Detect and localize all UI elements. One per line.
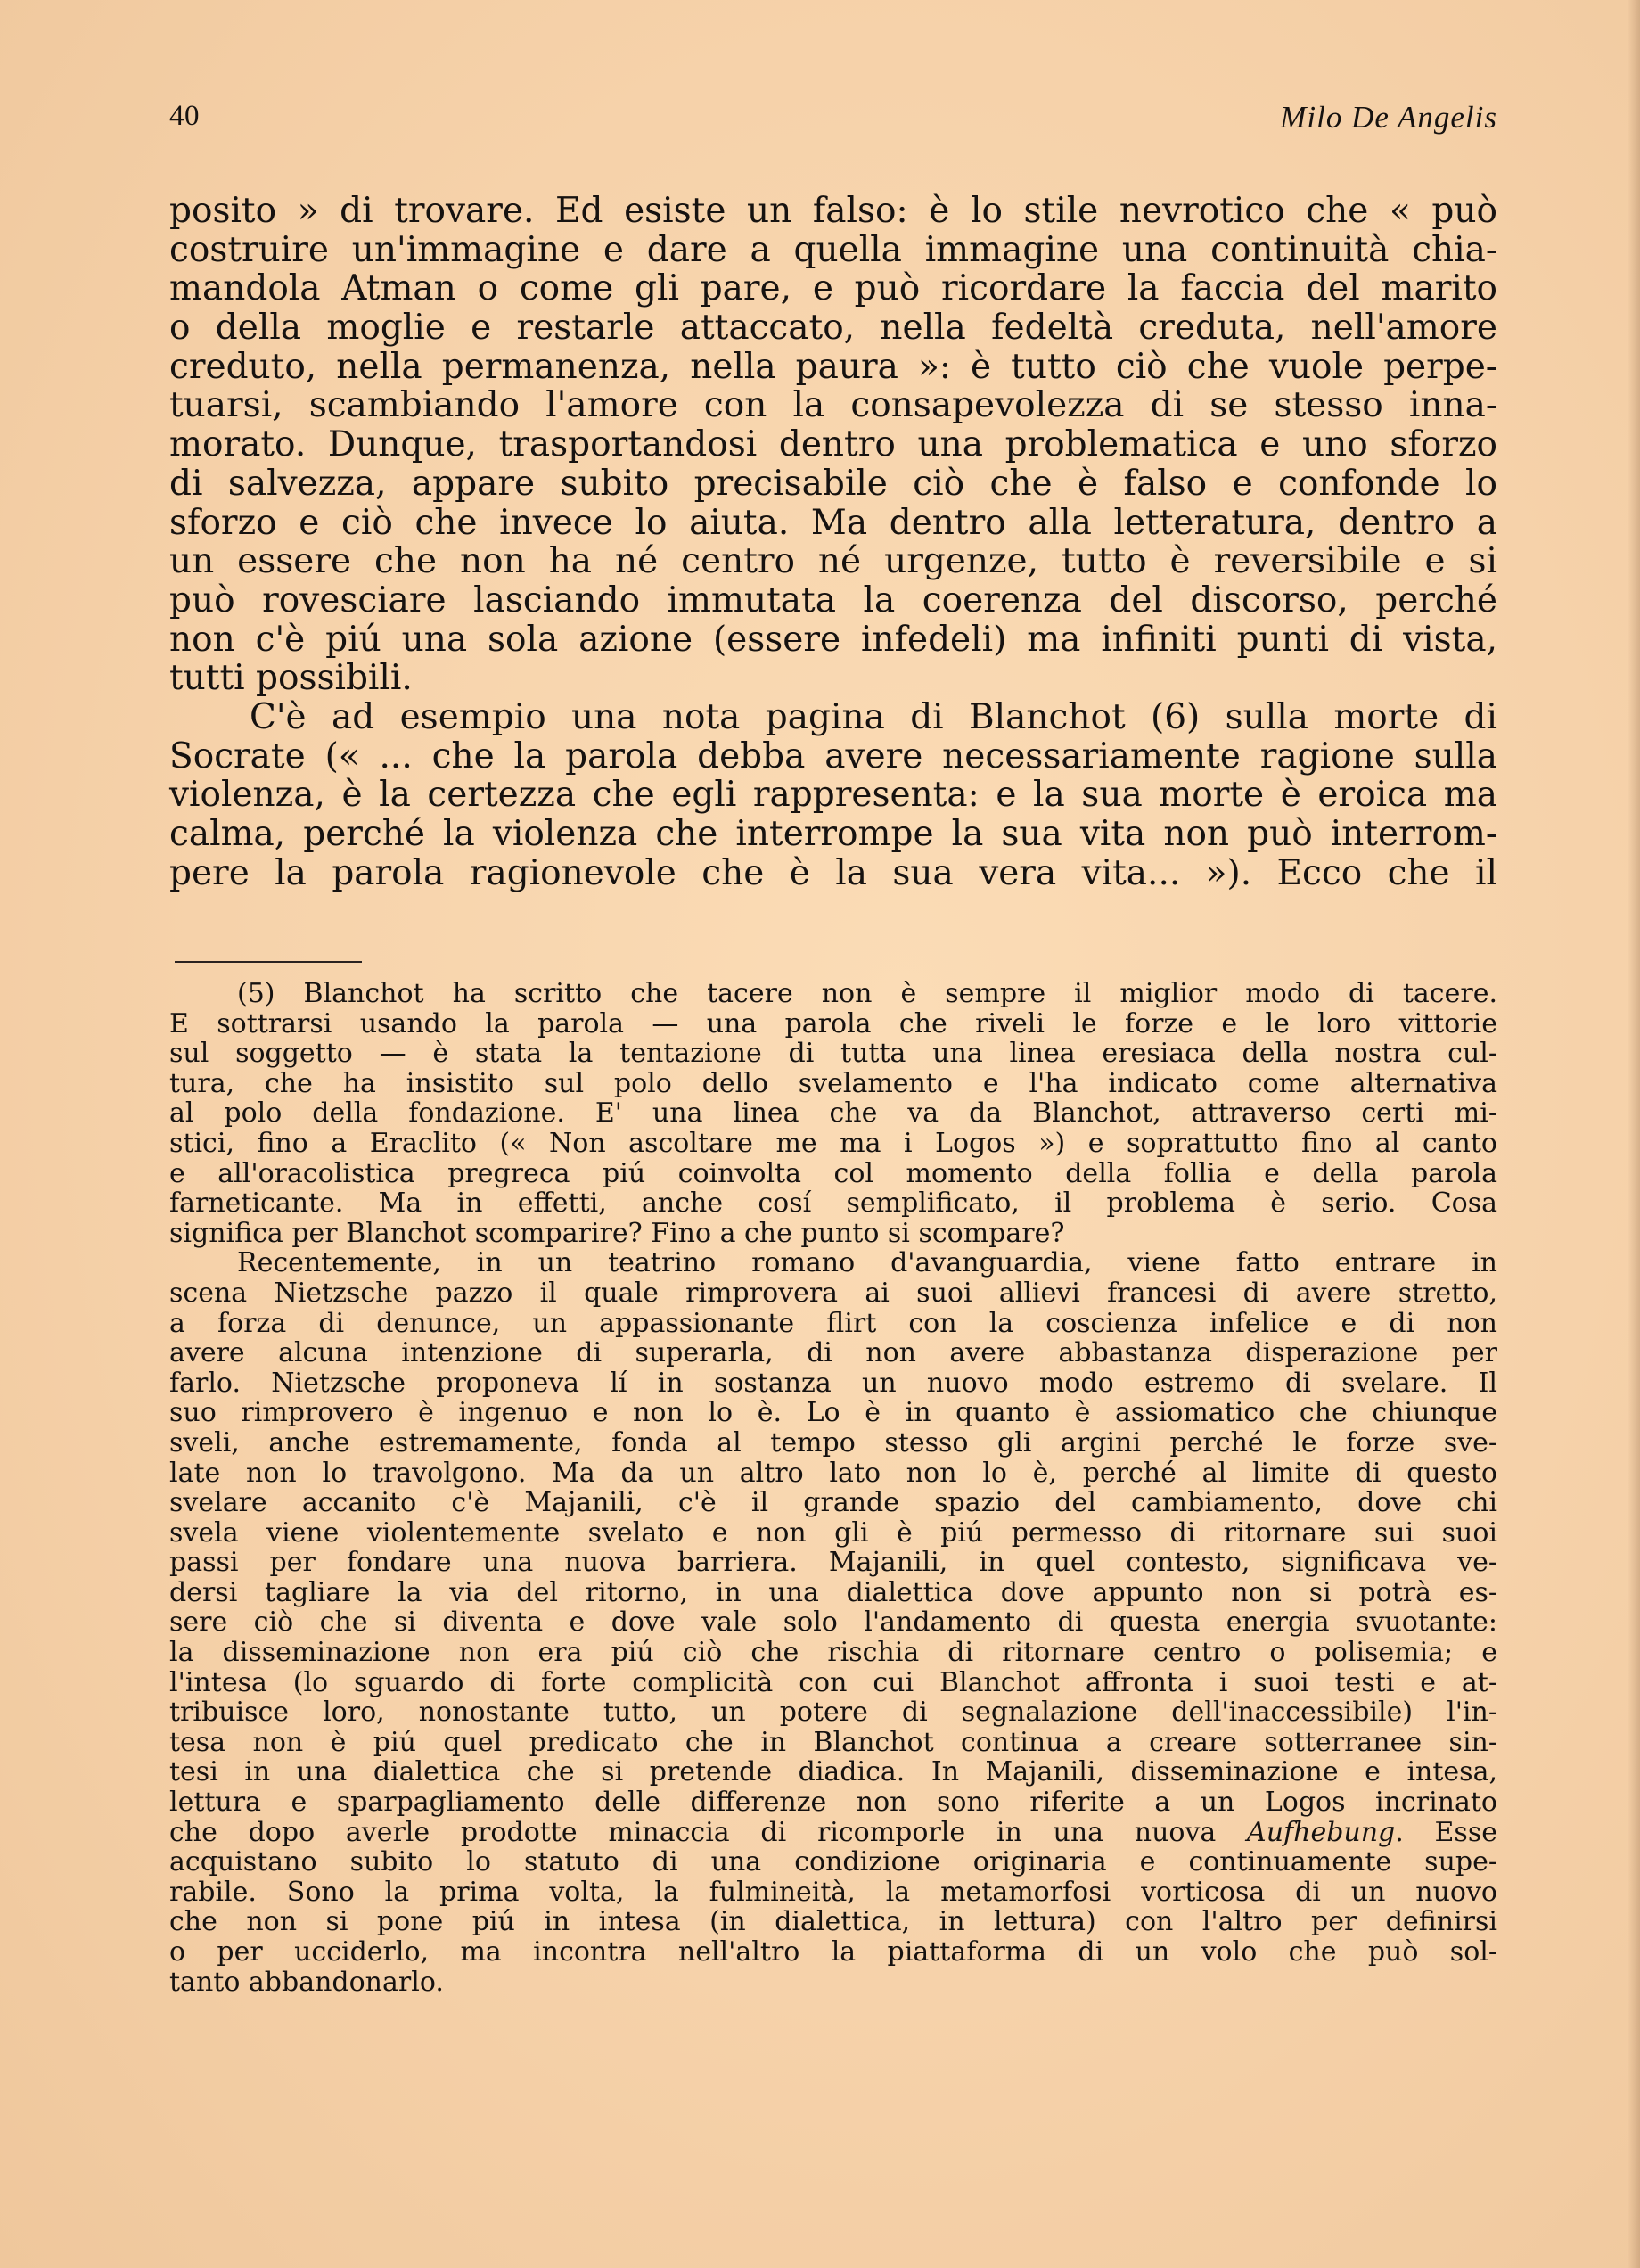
footnote-line: Recentemente, in un teatrino romano d'avanguardia, viene fatto entrare in: [237, 1247, 1497, 1279]
footnote-line: scena Nietzsche pazzo il quale rimprovera ai suoi allievi francesi di avere stretto,: [169, 1277, 1497, 1309]
page-number: 40: [169, 100, 200, 132]
text-line: C'è ad esempio una nota pagina di Blanchot (6) sulla morte di: [250, 696, 1497, 737]
footnote-line: sere ciò che si diventa e dove vale solo l'andamento di questa energia svuotante:: [169, 1606, 1497, 1639]
text-line: pere la parola ragionevole che è la sua vera vita... »). Ecco che il: [169, 852, 1497, 893]
footnote-line: l'intesa (lo sguardo di forte complicità con cui Blanchot affronta i suoi testi e at-: [169, 1666, 1497, 1698]
footnote-text: che dopo averle prodotte minaccia di ricomporle in una nuova: [169, 1816, 1248, 1848]
footnote-line: dersi tagliare la via del ritorno, in una dialettica dove appunto non si potrà es-: [169, 1576, 1497, 1608]
footnote-line: E sottrarsi usando la parola — una parola che riveli le forze e le loro vittorie: [169, 1007, 1497, 1040]
footnote-line: a forza di denunce, un appassionante flirt con la coscienza infelice e di non: [169, 1307, 1497, 1339]
footnote-line: (5) Blanchot ha scritto che tacere non è sempre il miglior modo di tacere.: [237, 978, 1497, 1009]
text-line: posito » di trovare. Ed esiste un falso: è lo stile nevrotico che « può: [169, 191, 1497, 231]
footnote-line: tura, che ha insistito sul polo dello svelamento e l'ha indicato come alternativa: [169, 1067, 1497, 1099]
text-line: tutti possibili.: [169, 658, 413, 699]
footnotes: [169, 979, 1497, 1997]
text-line: non c'è piú una sola azione (essere infedeli) ma infiniti punti di vista,: [169, 619, 1497, 660]
footnote-line: sveli, anche estremamente, fonda al tempo stesso gli argini perché le forze sve-: [169, 1426, 1497, 1459]
footnote-line: late non lo travolgono. Ma da un altro lato non lo è, perché al limite di questo: [169, 1457, 1497, 1489]
footnote-text: . Esse: [1395, 1816, 1497, 1848]
footnote-line: o per ucciderlo, ma incontra nell'altro la piattaforma di un volo che può sol-: [169, 1936, 1497, 1968]
running-head-author: Milo De Angelis: [1280, 100, 1497, 135]
text-line: creduto, nella permanenza, nella paura »: è tutto ciò che vuole perpe-: [169, 346, 1497, 387]
footnote-line: tesa non è piú quel predicato che in Blanchot continua a creare sotterranee sin-: [169, 1726, 1497, 1758]
text-line: tuarsi, scambiando l'amore con la consapevolezza di se stesso inna-: [169, 385, 1497, 426]
text-line: un essere che non ha né centro né urgenze, tutto è reversibile e si: [169, 541, 1497, 582]
text-line: morato. Dunque, trasportandosi dentro una problematica e uno sforzo: [169, 424, 1497, 465]
footnote-line: svelare accanito c'è Majanili, c'è il grande spazio del cambiamento, dove chi: [169, 1487, 1497, 1519]
footnote-line: rabile. Sono la prima volta, la fulmineità, la metamorfosi vorticosa di un nuovo: [169, 1876, 1497, 1908]
text-line: o della moglie e restarle attaccato, nella fedeltà creduta, nell'amore: [169, 308, 1497, 349]
text-line: violenza, è la certezza che egli rappresenta: e la sua morte è eroica ma: [169, 775, 1497, 816]
footnote-line: passi per fondare una nuova barriera. Majanili, in quel contesto, significava ve-: [169, 1547, 1497, 1579]
text-line: calma, perché la violenza che interrompe la sua vita non può interrom-: [169, 814, 1497, 854]
text-line: costruire un'immagine e dare a quella immagine una continuità chia-: [169, 229, 1497, 270]
footnote-line: la disseminazione non era piú ciò che rischia di ritornare centro o polisemia; e: [169, 1637, 1497, 1669]
footnote-line: tesi in una dialettica che si pretende diadica. In Majanili, disseminazione e intesa,: [169, 1756, 1497, 1788]
footnote-line: farneticante. Ma in effetti, anche cosí semplificato, il problema è serio. Cosa: [169, 1187, 1497, 1220]
footnote-line: al polo della fondazione. E' una linea che va da Blanchot, attraverso certi mi-: [169, 1097, 1497, 1130]
footnote-line: acquistano subito lo statuto di una condizione originaria e continuamente supe-: [169, 1846, 1497, 1878]
footnote-line: significa per Blanchot scomparire? Fino a che punto si scompare?: [169, 1217, 1065, 1249]
running-head: [169, 100, 1497, 144]
footnote-line: svela viene violentemente svelato e non gli è piú permesso di ritornare sui suoi: [169, 1516, 1497, 1549]
footnote-line: farlo. Nietzsche proponeva lí in sostanza un nuovo modo estremo di svelare. Il: [169, 1367, 1497, 1399]
footnote-line: tanto abbandonarlo.: [169, 1966, 444, 1998]
main-text: [169, 192, 1497, 892]
footnote-line: sul soggetto — è stata la tentazione di tutta una linea eresiaca della nostra cul-: [169, 1038, 1497, 1070]
footnote-line: suo rimprovero è ingenuo e non lo è. Lo è in quanto è assiomatico che chiunque: [169, 1397, 1497, 1429]
italic-term: Aufhebung: [1247, 1816, 1396, 1848]
text-line: sforzo e ciò che invece lo aiuta. Ma dentro alla letteratura, dentro a: [169, 502, 1497, 543]
text-line: può rovesciare lasciando immutata la coerenza del discorso, perché: [169, 579, 1497, 620]
footnote-line: avere alcuna intenzione di superarla, di non avere abbastanza disperazione per: [169, 1337, 1497, 1369]
page-edge-shadow: [1628, 0, 1640, 2268]
text-line: mandola Atman o come gli pare, e può ricordare la faccia del marito: [169, 268, 1497, 309]
text-line: di salvezza, appare subito precisabile ciò che è falso e confonde lo: [169, 463, 1497, 504]
footnote-line: stici, fino a Eraclito (« Non ascoltare me ma i Logos ») e soprattutto fino al canto: [169, 1127, 1497, 1159]
text-line: Socrate (« ... che la parola debba avere necessariamente ragione sulla: [169, 735, 1497, 777]
footnote-line: e all'oracolistica pregreca piú coinvolta col momento della follia e della parola: [169, 1157, 1497, 1189]
footnote-line: tribuisce loro, nonostante tutto, un potere di segnalazione dell'inaccessibile) l'in-: [169, 1697, 1497, 1729]
footnote-line: lettura e sparpagliamento delle differenze non sono riferite a un Logos incrinato: [169, 1787, 1497, 1819]
footnote-line: [169, 1818, 1497, 1848]
footnote-divider: [175, 961, 362, 963]
footnote-line: che non si pone piú in intesa (in dialettica, in lettura) con l'altro per definirsi: [169, 1906, 1497, 1938]
